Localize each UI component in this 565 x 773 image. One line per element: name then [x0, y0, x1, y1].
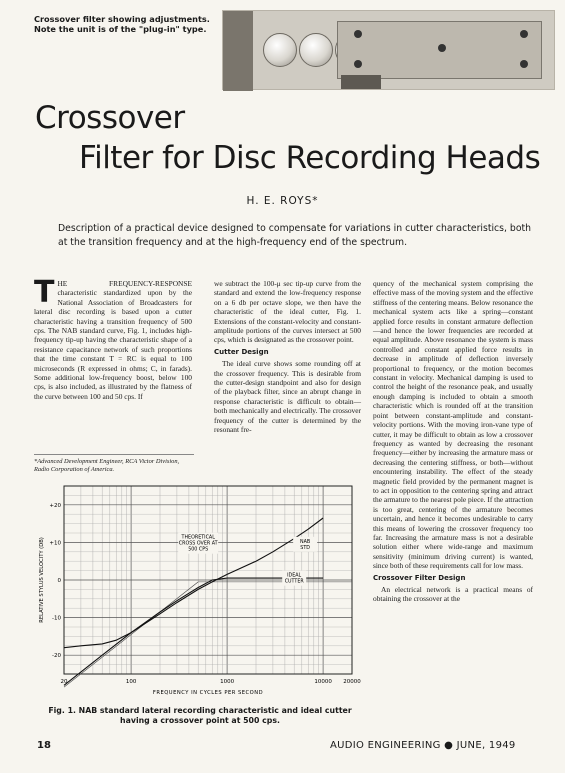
author-byline: H. E. ROYS* [246, 195, 319, 207]
journal-footer: AUDIO ENGINEERING ● JUNE, 1949 [330, 740, 516, 751]
chart-annotation [178, 533, 218, 554]
svg-text:500 CPS: 500 CPS [188, 547, 209, 553]
x-tick-label: 100 [125, 679, 137, 685]
crossover-filter-photo [222, 10, 555, 90]
svg-text:IDEAL: IDEAL [287, 573, 302, 579]
column-3-text-2: An electrical network is a practical means of obtaining the crossover at the [373, 585, 533, 604]
column-3-text-1: quency of the mechanical system comprising the effective mass of the moving system and the effective stiffness of the centering means. Below resonance the mechanical system acts like a spring—constant applied force results in constant armature deflection—and hence the lower frequencies are recorded at equal amplitude. Above resonance the system is mass controlled and constant applied force results in decrease in amplitude of deflection inversely proportional to frequency, or the motion becomes constant in velocity. Mechanical damping is used to control the height of the resonance peak, and usually enough damping is included to obtain a smooth characteristic which is rounded off at the transition point between constant-amplitude and constant-velocity portions. With the moving iron-vane type of cutter, it may be difficult to obtain as low a crossover frequency as wanted by decreasing the resonant frequency—either by increasing the armature mass or decreasing the centering stiffness, or both—without encountering instability. The effect of the steady magnetic field provided by the permanent magnet is to act in opposition to the centering spring and attract the armature to the nearest pole piece. If the attraction is too great, centering of the armature becomes uncertain, and hence it becomes undesirable to carry this means of lowering the crossover frequency too far. Increasing the armature mass is not a desirable solution either where wide-range and maximum sensitivity (minimum driving current) is wanted, since both of these requirements call for low mass. [373, 279, 533, 571]
subhead-cutter-design: Cutter Design [214, 347, 269, 356]
abstract: Description of a practical device designed to compensate for variations in cutter characteristics, both at the transition frequency and at the high-frequency end of the spectrum. [58, 223, 532, 248]
column-1 [34, 275, 192, 401]
page-number: 18 [37, 740, 51, 751]
column-1-text: HE FREQUENCY-RESPONSE characteristic standardized upon by the National Association of Broadcasters for lateral disc recording is based upon a cutter characteristic having a transition frequency of 500 cps. The NAB standard curve, Fig. 1, includes high-frequency tip-up having the characteristic shape of a resistance capacitance network of such proportions that the time constant T = RC is equal to 100 microseconds (R expressed in ohms; C, in farads). Some additional low-frequency boost, below 100 cps, is also included, as illustrated by the flatness of the curve between 100 and 50 cps. If [34, 279, 192, 401]
column-2-text-1: we subtract the 100-μ sec tip-up curve from the standard and extend the low-frequency response on a 6 db per octave slope, we then have the characteristic of the ideal cutter, Fig. 1. Extensions of the constant-velocity and constant-amplitude portions of the curves intersect at 500 cps, which is designated as the crossover point. [214, 279, 361, 345]
chart-svg [34, 478, 364, 700]
y-tick-label: -20 [52, 653, 61, 660]
x-tick-label: 20000 [343, 679, 361, 685]
x-axis-label: FREQUENCY IN CYCLES PER SECOND [152, 690, 264, 696]
column-2 [214, 279, 361, 435]
series-line-ideal-cutter [64, 578, 323, 685]
drop-cap: T [34, 275, 55, 310]
column-2-text-2: The ideal curve shows some rounding off at the crossover frequency. This is desirable from the cutter-design standpoint and also for design of the playback filter, since an abrupt change in response characteristic is difficult to obtain—both mechanically and electrically. The crossover frequency of the cutter is determined by the resonant fre- [214, 359, 361, 435]
svg-text:NAB: NAB [300, 539, 311, 545]
x-tick-label: 20 [60, 679, 68, 685]
svg-text:STD: STD [300, 545, 310, 551]
y-tick-label: -10 [52, 615, 61, 622]
photo-caption: Crossover filter showing adjustments. Note the unit is of the "plug-in" type. [34, 14, 210, 34]
y-tick-label: +10 [49, 540, 61, 547]
x-tick-label: 10000 [314, 679, 332, 685]
figure-1-chart [34, 478, 364, 700]
column-3 [373, 279, 533, 604]
chart-annotation [282, 571, 306, 586]
figure-caption: Fig. 1. NAB standard lateral recording characteristic and ideal cutter having a crossover point at 500 cps. [48, 706, 352, 725]
svg-text:CUTTER: CUTTER [284, 579, 304, 585]
svg-text:THEORETICAL: THEORETICAL [181, 535, 215, 541]
article-title-line2: Filter for Disc Recording Heads [79, 140, 541, 176]
y-tick-label: +20 [49, 502, 61, 509]
footnote: *Advanced Development Engineer, RCA Victor Division, Radio Corporation of America. [34, 454, 194, 474]
subhead-crossover-filter-design: Crossover Filter Design [373, 573, 466, 582]
svg-text:CROSS OVER AT: CROSS OVER AT [178, 541, 218, 547]
y-tick-label: 0 [57, 578, 61, 584]
chart-annotation [293, 537, 317, 552]
article-title-line1: Crossover [35, 100, 185, 136]
y-axis-label: RELATIVE STYLUS VELOCITY (DB) [39, 537, 45, 623]
x-tick-label: 1000 [220, 679, 235, 685]
